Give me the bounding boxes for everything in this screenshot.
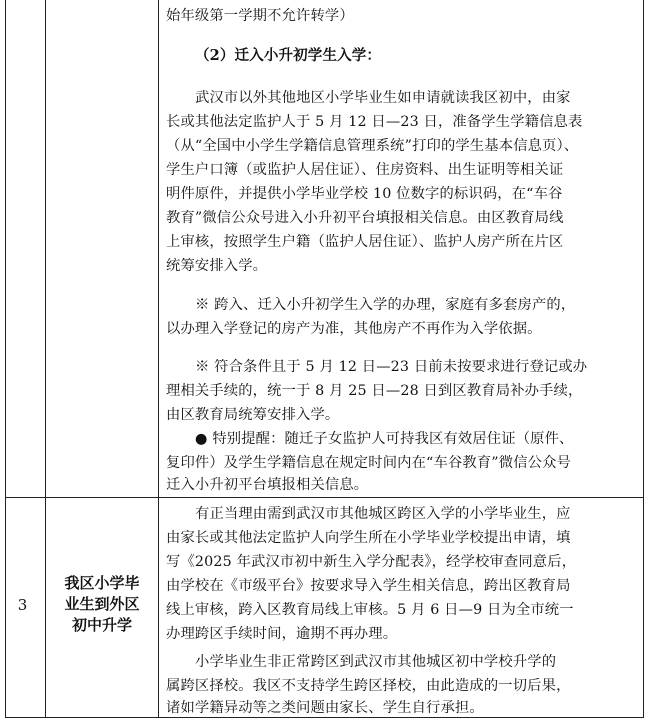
category-line: 初中升学 — [71, 616, 132, 634]
row-number: 3 — [17, 596, 28, 614]
note-line: 由区教育局统筹安排入学。 — [166, 407, 340, 423]
paragraph-line: 属跨区择校。我区不支持学生跨区择校，由此造成的一切后果， — [166, 678, 571, 694]
reminder-line: 迁入小升初平台填报相关信息。 — [166, 477, 369, 493]
carryover-line: 始年级第一学期不允许转学） — [166, 8, 354, 24]
paragraph-line: 武汉市以外其他地区小学毕业生如申请就读我区初中，由家 — [195, 90, 571, 106]
paragraph-line: 统筹安排入学。 — [166, 258, 268, 274]
paragraph-line: 由学校在《市级平台》按要求导入学生相关信息，跨出区教育局 — [166, 578, 571, 594]
paragraph-line: 写《2025 年武汉市初中新生入学分配表》，经学校审查同意后， — [166, 554, 577, 570]
paragraph-line: 长或其他法定监护人于 5 月 12 日—23 日，准备学生学籍信息表 — [166, 114, 583, 130]
note-line: 以办理入学登记的房产为准，其他房产不再作为入学依据。 — [166, 321, 542, 337]
paragraph-line: （从“全国中小学生学籍信息管理系统”打印的学生基本信息页）、 — [166, 138, 579, 154]
paragraph-line: 小学毕业生非正常跨区到武汉市其他城区初中学校升学的 — [195, 654, 557, 670]
row-divider — [5, 497, 644, 498]
paragraph-line: 明件原件，并提供小学毕业学校 10 位数字的标识码，在“车谷 — [166, 186, 563, 202]
category-line: 我区小学毕 — [64, 574, 140, 592]
paragraph-line: 教育”微信公众号进入小升初平台填报相关信息。由区教育局线 — [166, 210, 564, 226]
row-category — [46, 573, 158, 636]
table-border-right — [643, 0, 644, 718]
paragraph-line: 学生户口簿（或监护人居住证）、住房资料、出生证明等相关证 — [166, 162, 564, 178]
reminder-line: 复印件）及学生学籍信息在规定时间内在“车谷教育”微信公众号 — [166, 455, 571, 471]
note-line: ※ 跨入、迁入小升初学生入学的办理，家庭有多套房产的， — [195, 297, 576, 313]
reminder-line: ● 特别提醒：随迁子女监护人可持我区有效居住证（原件、 — [195, 431, 574, 447]
column-divider-category — [158, 0, 159, 718]
note-line: ※ 符合条件且于 5 月 12 日—23 日前未按要求进行登记或办 — [195, 359, 588, 375]
paragraph-line: 办理跨区手续时间，逾期不再办理。 — [166, 626, 398, 642]
paragraph-line: 线上审核，跨入区教育局线上审核。5 月 6 日—9 日为全市统一 — [166, 602, 574, 618]
paragraph-line: 由家长或其他法定监护人向学生所在小学毕业学校提出申请，填 — [166, 530, 571, 546]
paragraph-line: 上审核，按照学生户籍（监护人居住证）、监护人房产所在片区 — [166, 234, 564, 250]
section-heading: （2）迁入小升初学生入学： — [195, 47, 382, 64]
paragraph-line: 有正当理由需到武汉市其他城区跨区入学的小学毕业生，应 — [195, 506, 571, 522]
paragraph-line: 诸如学籍异动等之类问题由家长、学生自行承担。 — [166, 700, 484, 716]
note-line: 理相关手续的，统一于 8 月 25 日—28 日到区教育局补办手续， — [166, 383, 583, 399]
category-line: 业生到外区 — [64, 595, 140, 613]
